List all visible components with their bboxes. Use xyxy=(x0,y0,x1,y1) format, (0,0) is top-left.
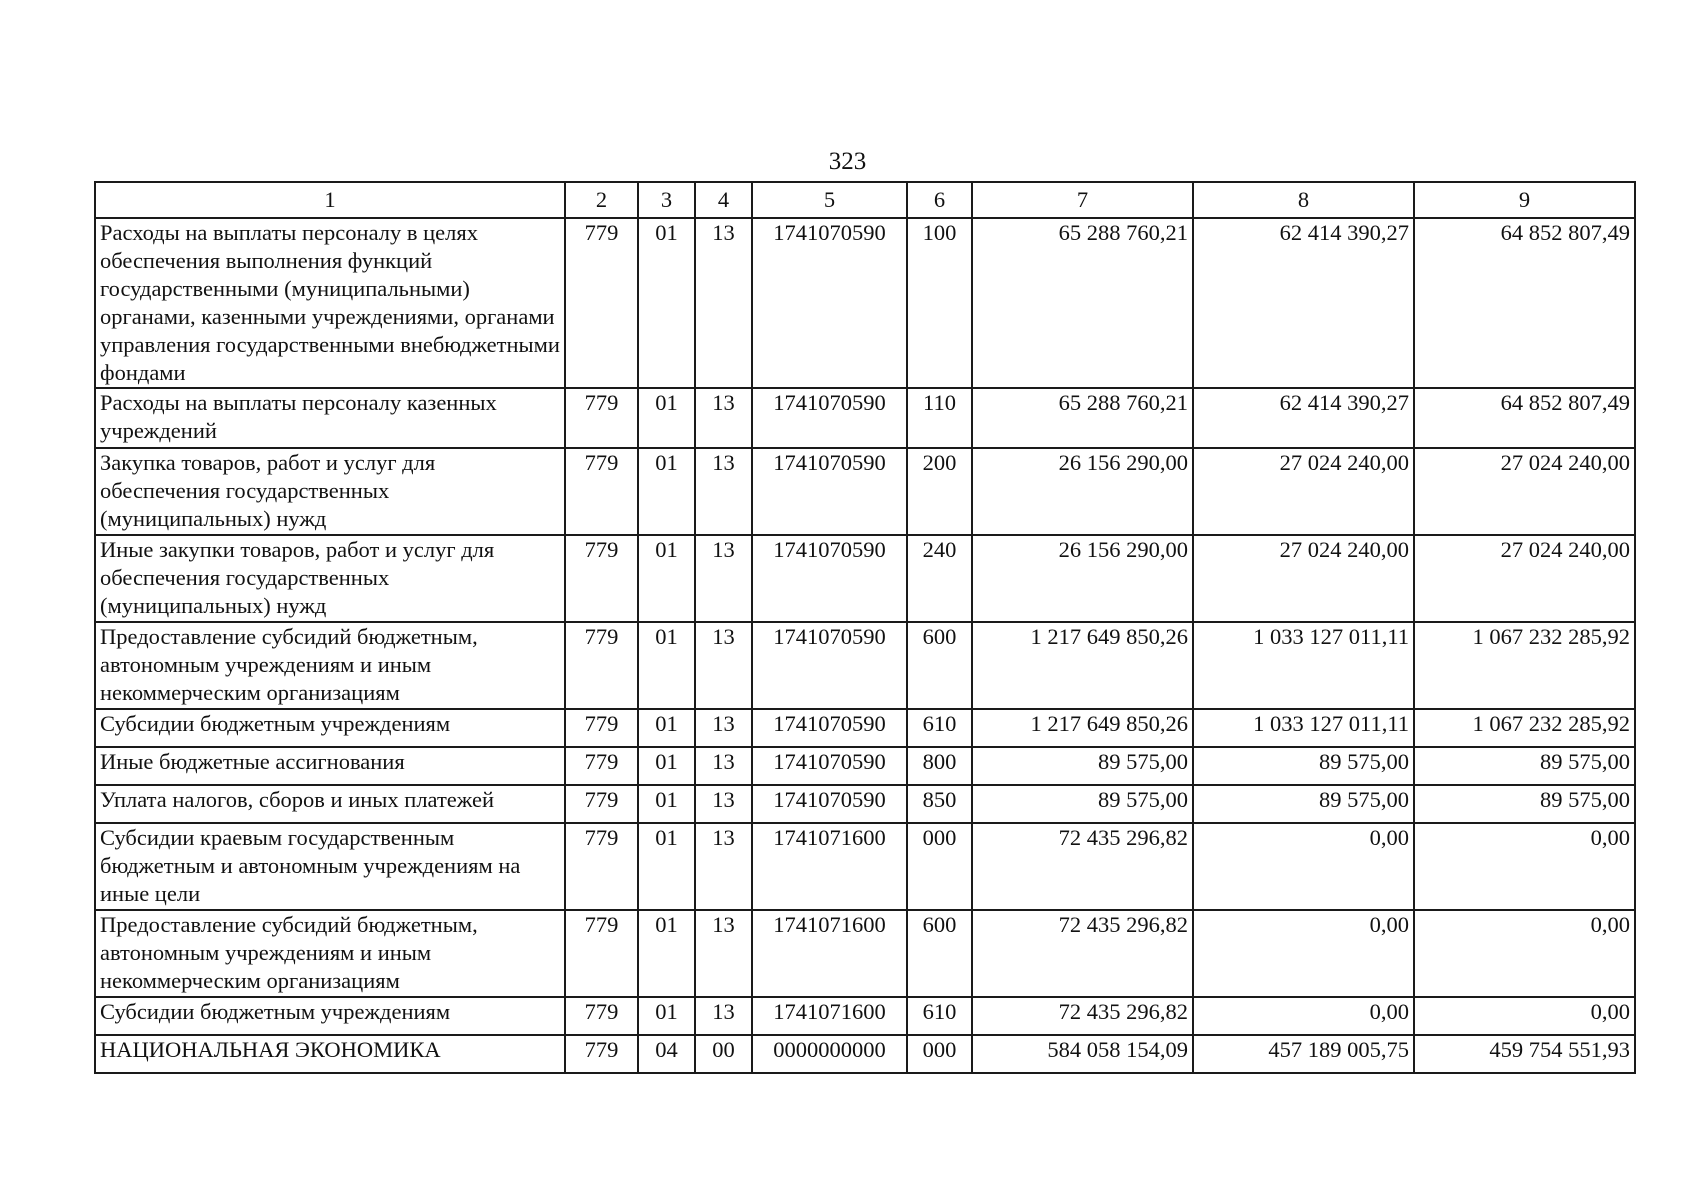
row-name: Субсидии бюджетным учреждениям xyxy=(95,997,565,1035)
row-code-2: 779 xyxy=(565,388,638,448)
row-name: Расходы на выплаты персоналу казенных учреждений xyxy=(95,388,565,448)
row-amount-7: 1 217 649 850,26 xyxy=(972,622,1193,709)
row-code-2: 779 xyxy=(565,709,638,747)
row-code-4: 13 xyxy=(695,535,752,622)
row-code-4: 13 xyxy=(695,218,752,388)
table-row xyxy=(95,218,1635,388)
row-code-5: 1741071600 xyxy=(752,910,907,997)
row-code-5: 1741070590 xyxy=(752,785,907,823)
row-code-2: 779 xyxy=(565,218,638,388)
row-code-3: 01 xyxy=(638,823,695,910)
row-amount-9: 64 852 807,49 xyxy=(1414,218,1635,388)
row-code-2: 779 xyxy=(565,535,638,622)
row-name: Расходы на выплаты персоналу в целях обеспечения выполнения функций государственными (муниципальными) органами, казенными учреждениями, органами управления государственными внебюджетными фондами xyxy=(95,218,565,388)
row-code-2: 779 xyxy=(565,785,638,823)
row-amount-9: 1 067 232 285,92 xyxy=(1414,622,1635,709)
row-amount-8: 0,00 xyxy=(1193,910,1414,997)
header-cell-1: 1 xyxy=(95,182,565,218)
row-code-6: 610 xyxy=(907,997,972,1035)
budget-table xyxy=(94,181,1636,1074)
row-amount-7: 72 435 296,82 xyxy=(972,997,1193,1035)
row-code-6: 600 xyxy=(907,622,972,709)
row-code-4: 00 xyxy=(695,1035,752,1073)
header-cell-5: 5 xyxy=(752,182,907,218)
row-amount-9: 27 024 240,00 xyxy=(1414,535,1635,622)
row-amount-9: 89 575,00 xyxy=(1414,747,1635,785)
row-code-6: 110 xyxy=(907,388,972,448)
row-name: Предоставление субсидий бюджетным, автономным учреждениям и иным некоммерческим организациям xyxy=(95,622,565,709)
row-amount-8: 27 024 240,00 xyxy=(1193,535,1414,622)
header-cell-8: 8 xyxy=(1193,182,1414,218)
row-amount-9: 0,00 xyxy=(1414,997,1635,1035)
row-amount-8: 1 033 127 011,11 xyxy=(1193,622,1414,709)
row-name: Закупка товаров, работ и услуг для обеспечения государственных (муниципальных) нужд xyxy=(95,448,565,535)
row-amount-9: 1 067 232 285,92 xyxy=(1414,709,1635,747)
row-amount-7: 72 435 296,82 xyxy=(972,910,1193,997)
row-amount-8: 89 575,00 xyxy=(1193,747,1414,785)
row-code-3: 01 xyxy=(638,910,695,997)
table-row xyxy=(95,535,1635,622)
row-amount-7: 26 156 290,00 xyxy=(972,535,1193,622)
table-row xyxy=(95,747,1635,785)
row-code-6: 240 xyxy=(907,535,972,622)
row-code-6: 200 xyxy=(907,448,972,535)
row-amount-8: 89 575,00 xyxy=(1193,785,1414,823)
row-code-5: 0000000000 xyxy=(752,1035,907,1073)
table-row xyxy=(95,823,1635,910)
row-code-6: 800 xyxy=(907,747,972,785)
row-code-5: 1741070590 xyxy=(752,218,907,388)
row-code-3: 01 xyxy=(638,785,695,823)
row-code-6: 000 xyxy=(907,823,972,910)
header-cell-7: 7 xyxy=(972,182,1193,218)
table-row xyxy=(95,709,1635,747)
row-code-5: 1741070590 xyxy=(752,448,907,535)
row-amount-9: 27 024 240,00 xyxy=(1414,448,1635,535)
row-code-2: 779 xyxy=(565,997,638,1035)
row-code-3: 01 xyxy=(638,388,695,448)
row-amount-7: 26 156 290,00 xyxy=(972,448,1193,535)
row-amount-8: 0,00 xyxy=(1193,997,1414,1035)
row-amount-7: 65 288 760,21 xyxy=(972,388,1193,448)
row-code-2: 779 xyxy=(565,448,638,535)
row-code-5: 1741070590 xyxy=(752,388,907,448)
row-code-5: 1741070590 xyxy=(752,535,907,622)
table-body xyxy=(95,218,1635,1073)
row-code-6: 610 xyxy=(907,709,972,747)
row-code-2: 779 xyxy=(565,747,638,785)
row-amount-8: 27 024 240,00 xyxy=(1193,448,1414,535)
table-row xyxy=(95,910,1635,997)
row-code-3: 01 xyxy=(638,747,695,785)
row-code-4: 13 xyxy=(695,785,752,823)
table-header xyxy=(95,182,1635,218)
row-code-3: 04 xyxy=(638,1035,695,1073)
row-code-5: 1741070590 xyxy=(752,747,907,785)
row-code-6: 600 xyxy=(907,910,972,997)
row-amount-7: 89 575,00 xyxy=(972,747,1193,785)
row-amount-8: 62 414 390,27 xyxy=(1193,388,1414,448)
row-amount-7: 65 288 760,21 xyxy=(972,218,1193,388)
row-code-5: 1741070590 xyxy=(752,709,907,747)
row-code-6: 100 xyxy=(907,218,972,388)
row-code-5: 1741071600 xyxy=(752,823,907,910)
row-name: Уплата налогов, сборов и иных платежей xyxy=(95,785,565,823)
row-amount-9: 0,00 xyxy=(1414,823,1635,910)
row-code-2: 779 xyxy=(565,823,638,910)
row-amount-8: 457 189 005,75 xyxy=(1193,1035,1414,1073)
row-code-4: 13 xyxy=(695,622,752,709)
row-name: Иные закупки товаров, работ и услуг для обеспечения государственных (муниципальных) нужд xyxy=(95,535,565,622)
row-amount-9: 64 852 807,49 xyxy=(1414,388,1635,448)
row-code-2: 779 xyxy=(565,622,638,709)
header-cell-4: 4 xyxy=(695,182,752,218)
header-row xyxy=(95,182,1635,218)
row-amount-7: 1 217 649 850,26 xyxy=(972,709,1193,747)
row-code-4: 13 xyxy=(695,448,752,535)
row-amount-9: 0,00 xyxy=(1414,910,1635,997)
row-amount-7: 72 435 296,82 xyxy=(972,823,1193,910)
row-amount-8: 62 414 390,27 xyxy=(1193,218,1414,388)
row-amount-7: 584 058 154,09 xyxy=(972,1035,1193,1073)
header-cell-3: 3 xyxy=(638,182,695,218)
row-code-6: 850 xyxy=(907,785,972,823)
row-code-5: 1741071600 xyxy=(752,997,907,1035)
row-code-4: 13 xyxy=(695,997,752,1035)
row-code-3: 01 xyxy=(638,535,695,622)
page-number: 323 xyxy=(828,148,867,175)
row-code-5: 1741070590 xyxy=(752,622,907,709)
row-amount-8: 1 033 127 011,11 xyxy=(1193,709,1414,747)
table-row xyxy=(95,1035,1635,1073)
row-code-3: 01 xyxy=(638,709,695,747)
header-cell-2: 2 xyxy=(565,182,638,218)
row-name: Предоставление субсидий бюджетным, автономным учреждениям и иным некоммерческим организациям xyxy=(95,910,565,997)
row-code-3: 01 xyxy=(638,448,695,535)
row-code-4: 13 xyxy=(695,823,752,910)
row-code-3: 01 xyxy=(638,997,695,1035)
row-name: Субсидии бюджетным учреждениям xyxy=(95,709,565,747)
header-cell-9: 9 xyxy=(1414,182,1635,218)
row-amount-8: 0,00 xyxy=(1193,823,1414,910)
row-code-6: 000 xyxy=(907,1035,972,1073)
row-code-2: 779 xyxy=(565,910,638,997)
row-amount-9: 459 754 551,93 xyxy=(1414,1035,1635,1073)
row-name: Иные бюджетные ассигнования xyxy=(95,747,565,785)
row-amount-7: 89 575,00 xyxy=(972,785,1193,823)
header-cell-6: 6 xyxy=(907,182,972,218)
row-name: НАЦИОНАЛЬНАЯ ЭКОНОМИКА xyxy=(95,1035,565,1073)
table-row xyxy=(95,997,1635,1035)
row-code-4: 13 xyxy=(695,388,752,448)
row-code-4: 13 xyxy=(695,747,752,785)
row-amount-9: 89 575,00 xyxy=(1414,785,1635,823)
row-code-3: 01 xyxy=(638,218,695,388)
row-code-4: 13 xyxy=(695,709,752,747)
table-row xyxy=(95,785,1635,823)
row-code-4: 13 xyxy=(695,910,752,997)
row-code-3: 01 xyxy=(638,622,695,709)
table-row xyxy=(95,622,1635,709)
row-code-2: 779 xyxy=(565,1035,638,1073)
row-name: Субсидии краевым государственным бюджетным и автономным учреждениям на иные цели xyxy=(95,823,565,910)
table-row xyxy=(95,448,1635,535)
table-row xyxy=(95,388,1635,448)
